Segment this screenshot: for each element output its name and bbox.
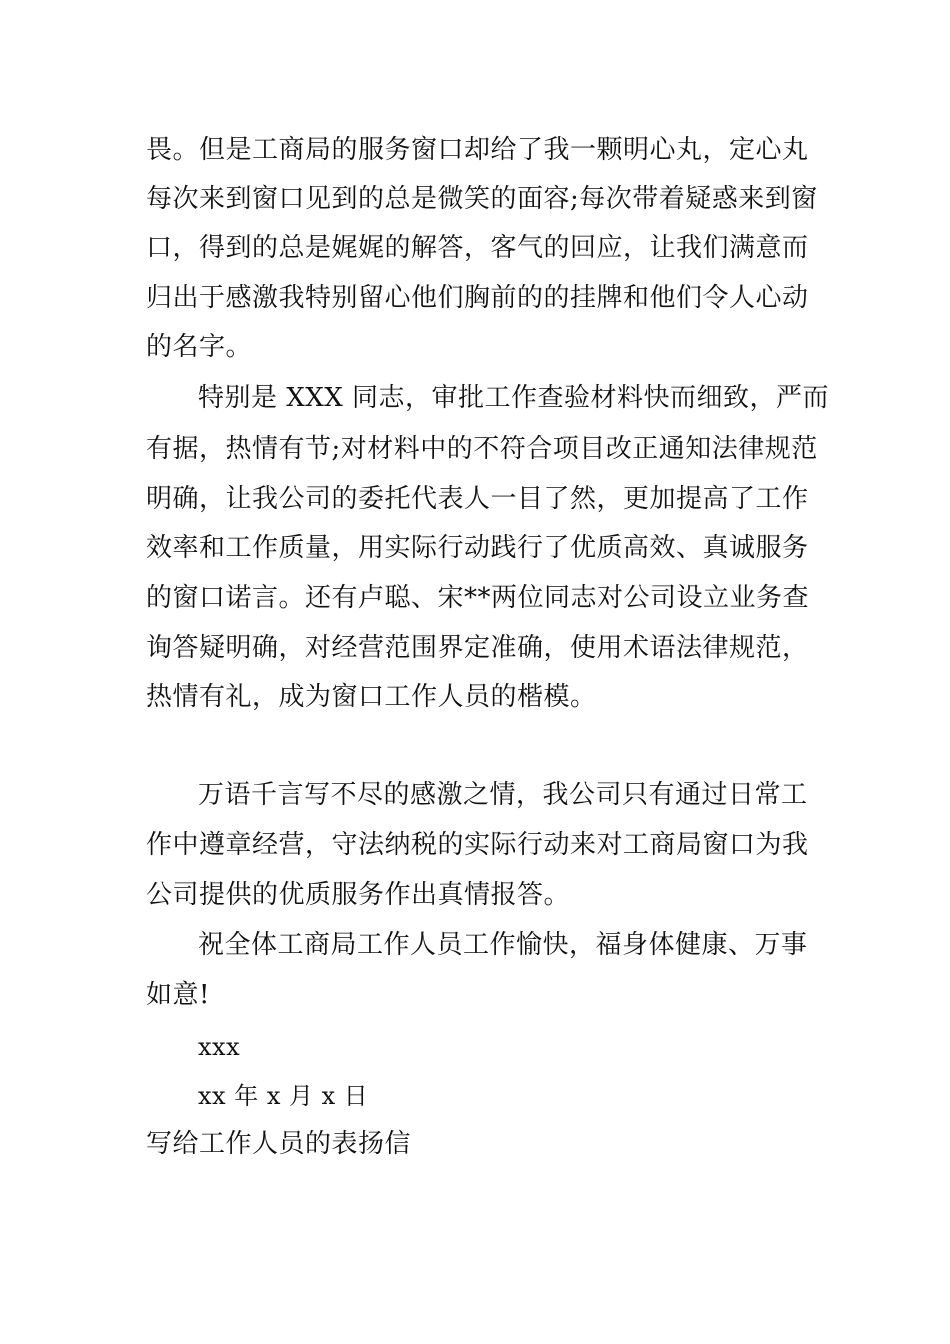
text-line: 的名字。: [146, 332, 253, 362]
paragraph-start-line: 万语千言写不尽的感激之情，我公司只有通过日常工: [198, 780, 808, 810]
text-line: 明确，让我公司的委托代表人一目了然，更加提高了工作: [146, 484, 809, 514]
text-line: 公司提供的优质服务作出真情报答。: [146, 880, 571, 910]
next-title: 写给工作人员的表扬信: [146, 1129, 412, 1159]
text-line: 效率和工作质量，用实际行动践行了优质高效、真诚服务: [146, 533, 809, 563]
text-line: 询答疑明确，对经营范围界定准确，使用术语法律规范，: [146, 633, 809, 663]
text-line: 有据，热情有节;对材料中的不符合项目改正通知法律规范: [146, 434, 818, 464]
text-line: 作中遵章经营，守法纳税的实际行动来对工商局窗口为我: [146, 830, 809, 860]
text-line: 如意!: [146, 980, 210, 1010]
text-line: 热情有礼，成为窗口工作人员的楷模。: [146, 682, 597, 712]
paragraph-start-line: 特别是 XXX 同志，审批工作查验材料快而细致，严而: [198, 383, 830, 413]
text-line: 归出于感激我特别留心他们胸前的的挂牌和他们令人心动: [146, 283, 809, 313]
text-line: 的窗口诺言。还有卢聪、宋**两位同志对公司设立业务查: [146, 583, 810, 613]
text-line: 畏。但是工商局的服务窗口却给了我一颗明心丸，定心丸: [146, 135, 809, 165]
signature-date: xx 年 x 月 x 日: [198, 1082, 369, 1110]
signature-name: xxx: [198, 1033, 241, 1061]
paragraph-start-line: 祝全体工商局工作人员工作愉快，福身体健康、万事: [198, 930, 808, 960]
text-line: 口，得到的总是娓娓的解答，客气的回应，让我们满意而: [146, 233, 809, 263]
text-line: 每次来到窗口见到的总是微笑的面容;每次带着疑惑来到窗: [146, 184, 818, 214]
